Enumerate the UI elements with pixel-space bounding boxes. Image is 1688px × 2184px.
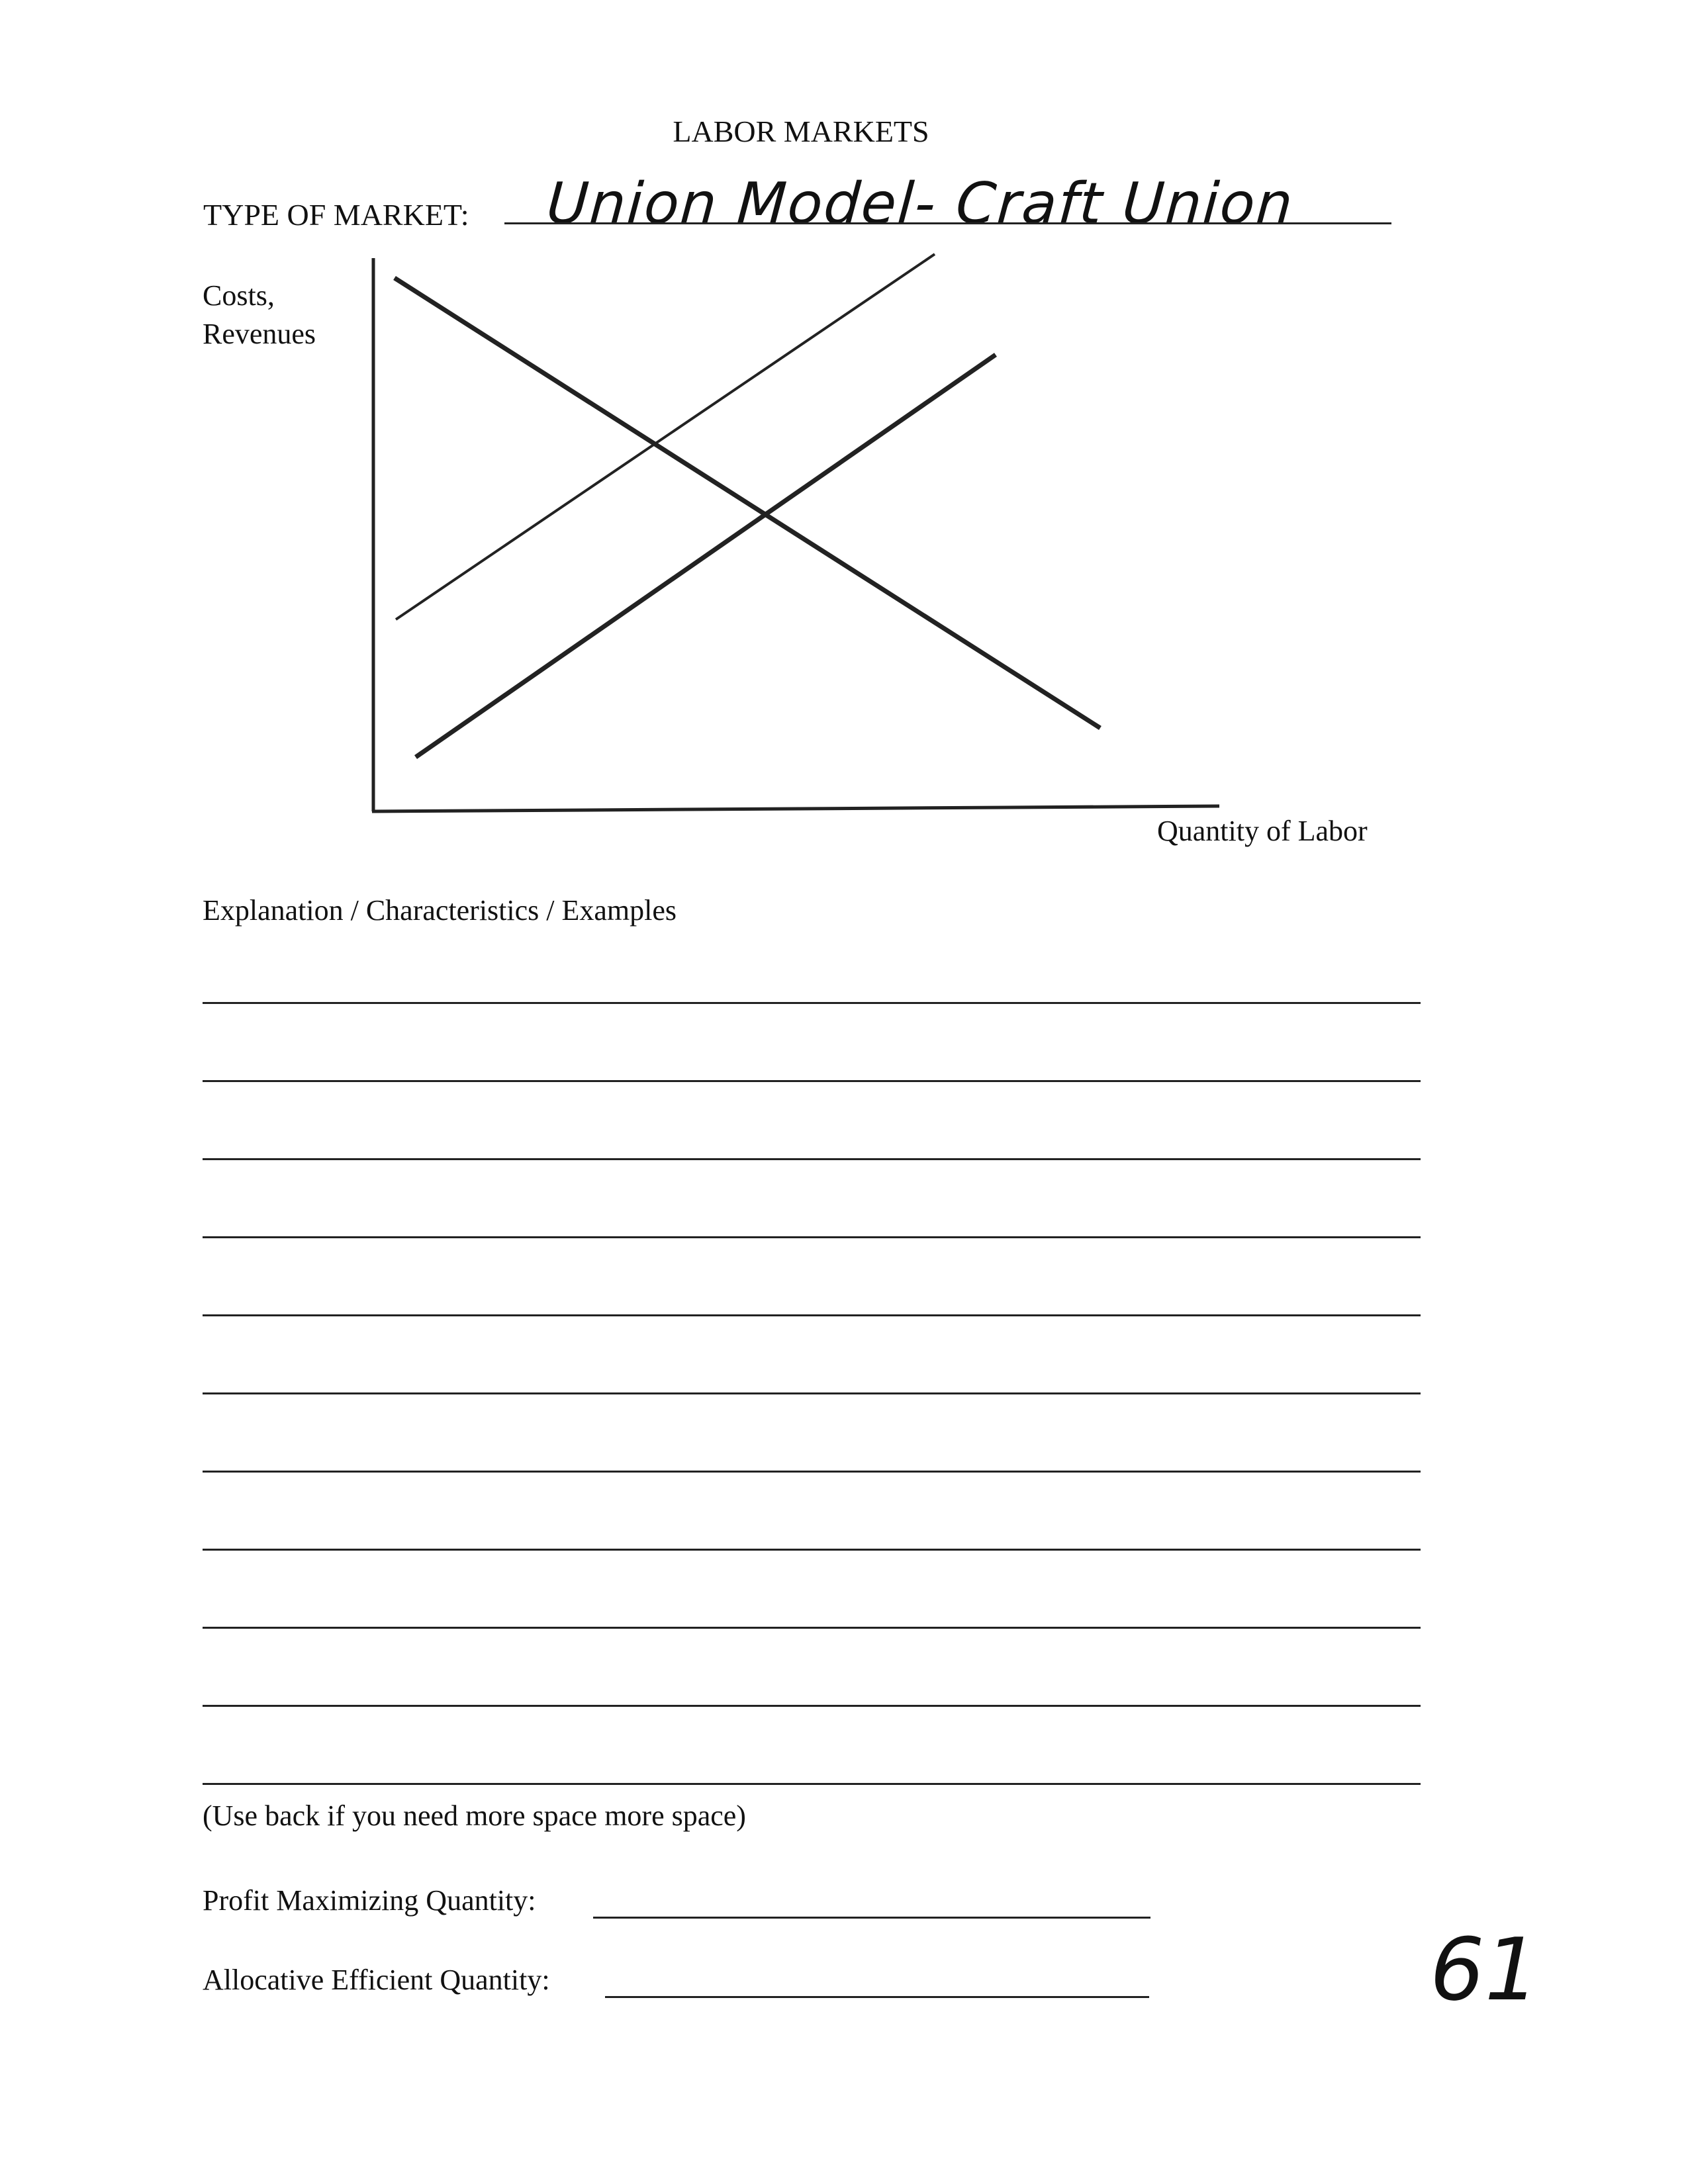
graph-y-axis-label-line2: Revenues <box>203 318 316 350</box>
type-of-market-label: TYPE OF MARKET: <box>203 198 469 232</box>
profit-maximizing-quantity-line[interactable] <box>593 1917 1150 1919</box>
use-back-note: (Use back if you need more space more space) <box>203 1799 746 1832</box>
writing-line[interactable] <box>203 1471 1421 1473</box>
handwritten-page-number: 61 <box>1430 1919 1540 2020</box>
writing-line[interactable] <box>203 1080 1421 1082</box>
allocative-efficient-quantity-line[interactable] <box>605 1996 1149 1998</box>
writing-line[interactable] <box>203 1392 1421 1394</box>
profit-maximizing-quantity-label: Profit Maximizing Quantity: <box>203 1884 536 1917</box>
type-of-market-handwritten-answer: Union Model- Craft Union <box>544 171 1296 237</box>
writing-line[interactable] <box>203 1549 1421 1551</box>
graph-y-axis-label-line1: Costs, <box>203 279 275 312</box>
graph-union-wage-supply-line <box>396 254 935 619</box>
writing-line[interactable] <box>203 1314 1421 1316</box>
writing-line[interactable] <box>203 1627 1421 1629</box>
writing-line[interactable] <box>203 1783 1421 1785</box>
worksheet-title: LABOR MARKETS <box>673 114 929 148</box>
allocative-efficient-quantity-label: Allocative Efficient Quantity: <box>203 1964 550 1996</box>
writing-line[interactable] <box>203 1705 1421 1707</box>
graph-x-axis <box>372 806 1219 811</box>
graph-supply-line <box>416 355 996 757</box>
graph-demand-line <box>395 278 1100 728</box>
explanation-heading: Explanation / Characteristics / Examples <box>203 894 677 927</box>
labor-market-graph <box>0 0 1688 860</box>
writing-line[interactable] <box>203 1158 1421 1160</box>
writing-line[interactable] <box>203 1002 1421 1004</box>
writing-line[interactable] <box>203 1236 1421 1238</box>
graph-x-axis-label: Quantity of Labor <box>1157 815 1368 847</box>
